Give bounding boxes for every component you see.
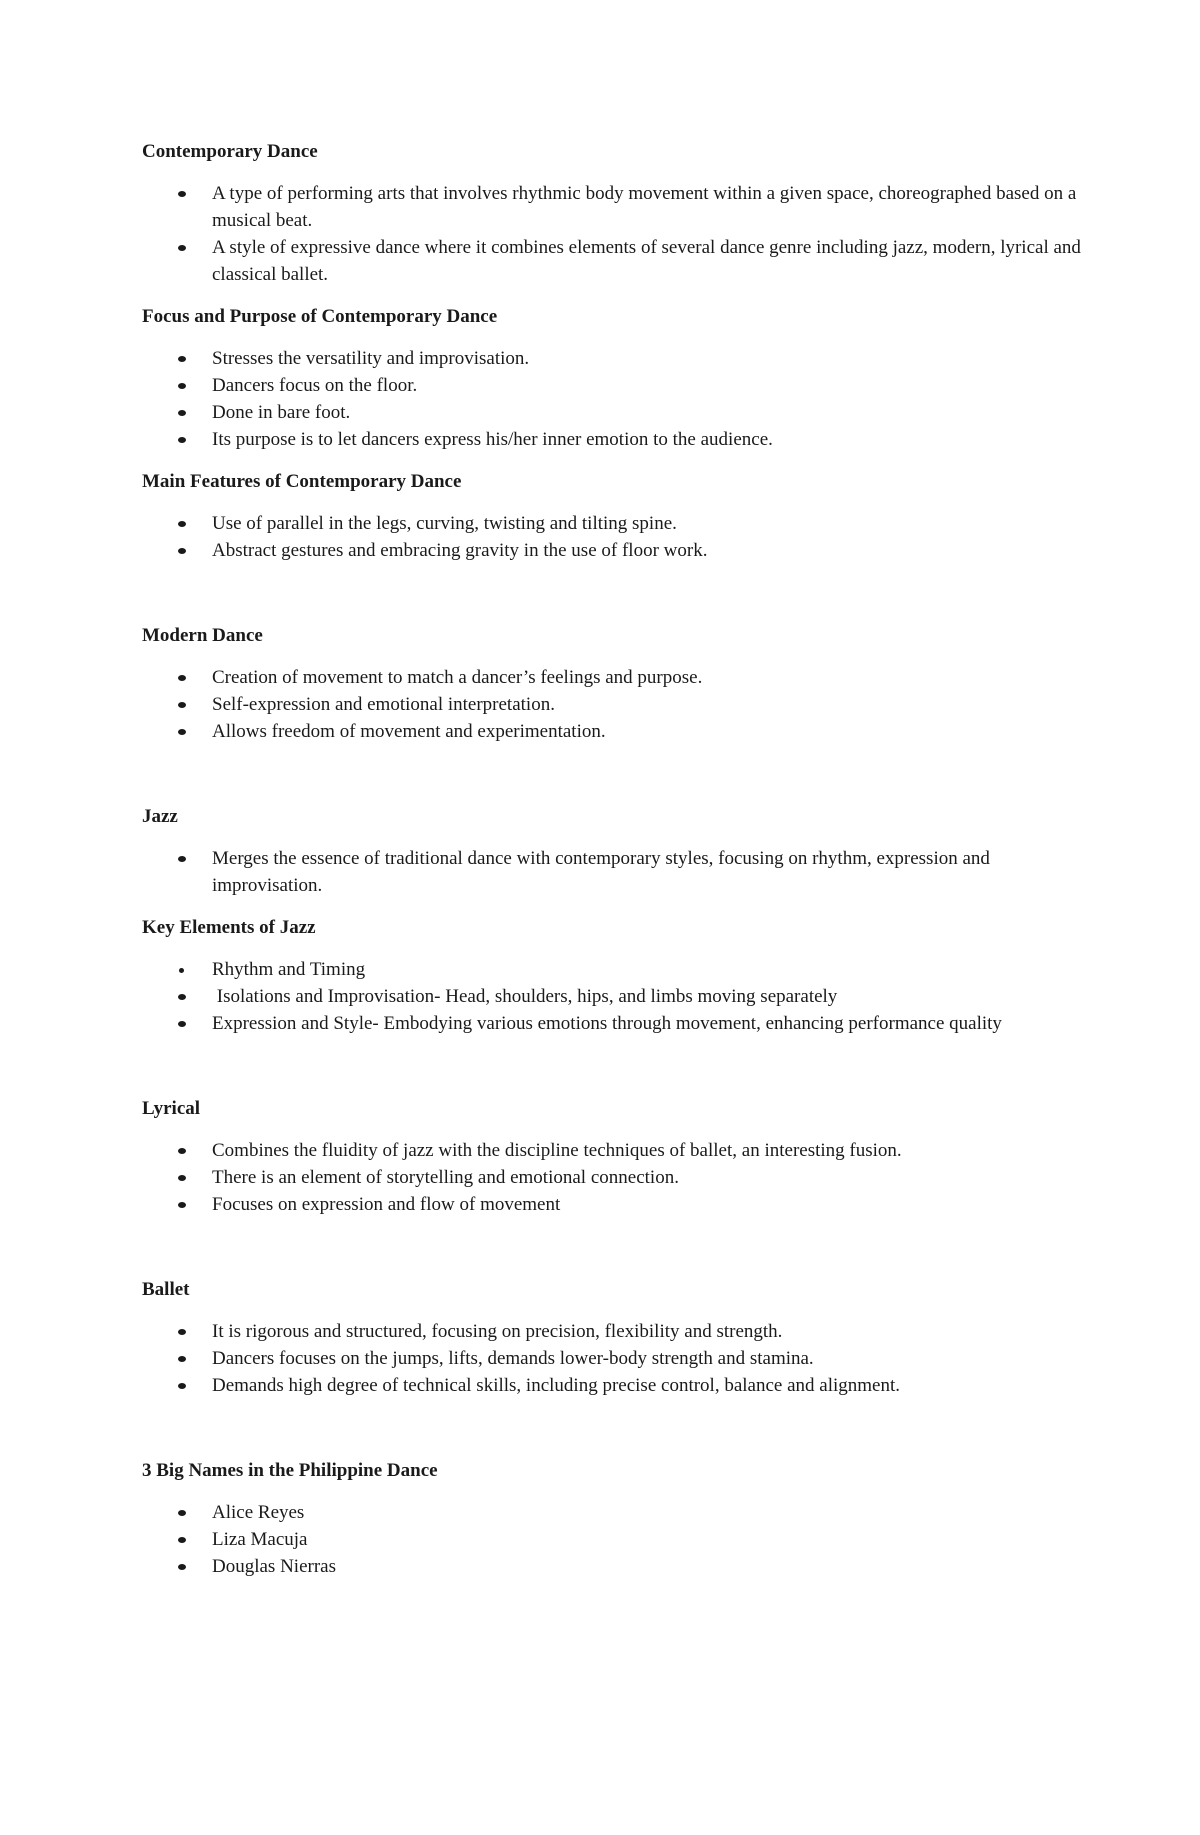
list-item-text: Creation of movement to match a dancer’s feelings and purpose. (212, 667, 703, 688)
bullet-icon (178, 548, 186, 554)
list-item (142, 1526, 1082, 1553)
section-heading: 3 Big Names in the Philippine Dance (142, 1460, 438, 1481)
list-item-text: Merges the essence of traditional dance with contemporary styles, focusing on rhythm, expression and improvisation. (212, 848, 990, 896)
list-item (142, 1164, 1082, 1191)
list-item (142, 345, 1082, 372)
section-lyrical (142, 1095, 1082, 1218)
bullet-icon (178, 356, 186, 362)
section-heading: Modern Dance (142, 625, 263, 646)
list-item-text: Dancers focus on the floor. (212, 375, 418, 396)
bullet-icon (178, 994, 186, 1000)
list-item (142, 234, 1082, 288)
section-key-elements-of-jazz (142, 914, 1082, 1037)
list-item-text: Stresses the versatility and improvisation. (212, 348, 530, 369)
list-item-text: Focuses on expression and flow of movement (212, 1194, 561, 1215)
list-item-text: Done in bare foot. (212, 402, 351, 423)
list-item (142, 845, 1082, 899)
bullet-icon (178, 521, 186, 527)
bullet-icon (178, 1537, 186, 1543)
list-item-text: A type of performing arts that involves rhythmic body movement within a given space, choreographed based on a musical beat. (212, 183, 1077, 231)
bullet-icon (178, 1021, 186, 1027)
bullet-icon (178, 410, 186, 416)
list-item-text: Alice Reyes (212, 1502, 305, 1523)
list-item-text: Liza Macuja (212, 1529, 308, 1550)
bullet-icon (178, 1356, 186, 1362)
list-item-text: Expression and Style- Embodying various emotions through movement, enhancing performance quality (212, 1013, 1002, 1034)
bullet-list (142, 345, 1082, 453)
bullet-icon (178, 437, 186, 443)
section-modern-dance (142, 622, 1082, 745)
bullet-icon (178, 191, 186, 197)
bullet-list (142, 1137, 1082, 1218)
list-item (142, 956, 1082, 983)
bullet-icon (178, 1383, 186, 1389)
section-focus-and-purpose (142, 303, 1082, 453)
bullet-icon (178, 1564, 186, 1570)
list-item-text: Isolations and Improvisation- Head, shoulders, hips, and limbs moving separately (212, 986, 838, 1007)
bullet-icon (178, 1175, 186, 1181)
list-item (142, 664, 1082, 691)
list-item-text: It is rigorous and structured, focusing on precision, flexibility and strength. (212, 1321, 783, 1342)
section-heading: Key Elements of Jazz (142, 917, 316, 938)
list-item-text: Use of parallel in the legs, curving, twisting and tilting spine. (212, 513, 677, 534)
list-item-text: Dancers focuses on the jumps, lifts, demands lower-body strength and stamina. (212, 1348, 814, 1369)
list-item-text: Self-expression and emotional interpretation. (212, 694, 555, 715)
list-item-text: Allows freedom of movement and experimentation. (212, 721, 606, 742)
list-item-text: Douglas Nierras (212, 1556, 336, 1577)
list-item (142, 510, 1082, 537)
bullet-icon (178, 1329, 186, 1335)
section-main-features (142, 468, 1082, 564)
section-heading: Contemporary Dance (142, 141, 318, 162)
section-big-names (142, 1457, 1082, 1580)
section-heading: Main Features of Contemporary Dance (142, 471, 462, 492)
section-heading: Focus and Purpose of Contemporary Dance (142, 306, 498, 327)
list-item (142, 691, 1082, 718)
list-item (142, 1010, 1082, 1037)
section-jazz (142, 803, 1082, 899)
list-item-text: Demands high degree of technical skills, including precise control, balance and alignment. (212, 1375, 900, 1396)
bullet-icon (178, 1148, 186, 1154)
bullet-list (142, 664, 1082, 745)
list-item (142, 372, 1082, 399)
bullet-list (142, 180, 1082, 288)
bullet-icon (178, 675, 186, 681)
list-item (142, 1137, 1082, 1164)
list-item-text: A style of expressive dance where it combines elements of several dance genre including jazz, modern, lyrical and classical ballet. (212, 237, 1081, 285)
list-item-text: Abstract gestures and embracing gravity in the use of floor work. (212, 540, 708, 561)
bullet-list (142, 956, 1082, 1037)
bullet-icon (178, 1202, 186, 1208)
list-item (142, 1499, 1082, 1526)
bullet-icon (178, 245, 186, 251)
list-item (142, 426, 1082, 453)
list-item (142, 399, 1082, 426)
bullet-icon (178, 383, 186, 389)
bullet-list (142, 510, 1082, 564)
list-item (142, 1318, 1082, 1345)
document-body (142, 138, 1082, 1580)
bullet-icon (178, 1510, 186, 1516)
list-item (142, 1191, 1082, 1218)
list-item (142, 537, 1082, 564)
bullet-icon (178, 856, 186, 862)
section-heading: Lyrical (142, 1098, 201, 1119)
list-item (142, 983, 1082, 1010)
list-item-text: Combines the fluidity of jazz with the discipline techniques of ballet, an interesting fusion. (212, 1140, 902, 1161)
list-item-text: Rhythm and Timing (212, 959, 366, 980)
list-item (142, 180, 1082, 234)
bullet-list (142, 1318, 1082, 1399)
bullet-list (142, 1499, 1082, 1580)
bullet-icon (178, 702, 186, 708)
list-item (142, 1345, 1082, 1372)
section-ballet (142, 1276, 1082, 1399)
bullet-icon (178, 729, 186, 735)
list-item-text: There is an element of storytelling and emotional connection. (212, 1167, 679, 1188)
list-item (142, 1372, 1082, 1399)
section-heading: Jazz (142, 806, 178, 827)
section-heading: Ballet (142, 1279, 190, 1300)
bullet-list (142, 845, 1082, 899)
list-item-text: Its purpose is to let dancers express his/her inner emotion to the audience. (212, 429, 773, 450)
list-item (142, 718, 1082, 745)
section-contemporary-dance (142, 138, 1082, 288)
list-item (142, 1553, 1082, 1580)
bullet-icon (179, 968, 184, 973)
